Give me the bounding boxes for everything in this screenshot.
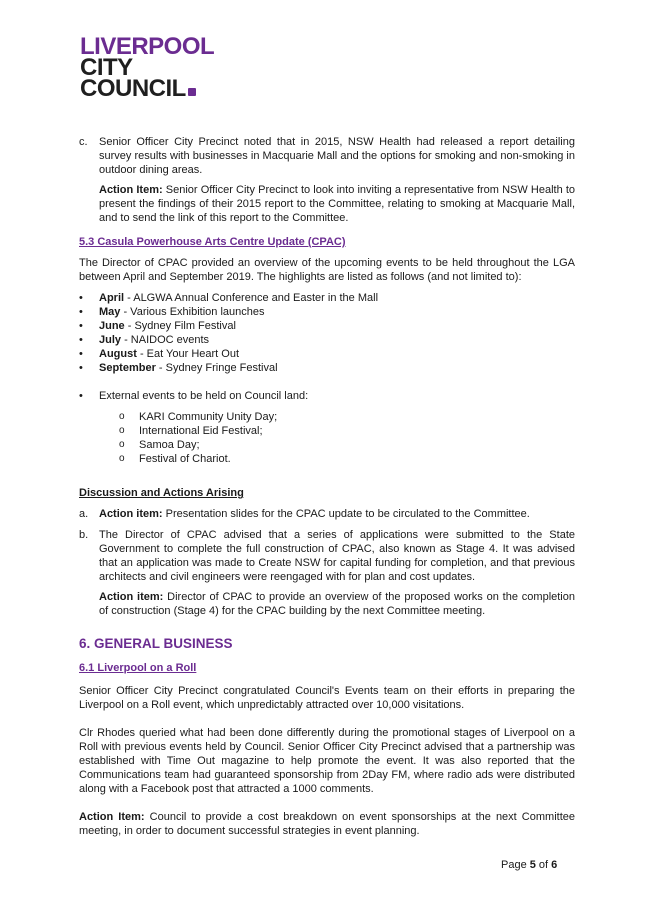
general-action-text: Council to provide a cost breakdown on event sponsorships at the next Committee meeting, in order to document successful strategies in event planning. — [79, 811, 575, 837]
item-b-text: The Director of CPAC advised that a series of applications were submitted to the State Government to complete the full construction of CPAC, also known as Stage 4. It was advised that an application was made to Create NSW for capital funding for completion, and that previous architects and civil engineers were reengaged with for plan and cost updates. — [99, 529, 575, 583]
list-item — [79, 347, 575, 361]
general-action-label: Action Item: — [79, 811, 145, 823]
page-number — [501, 859, 557, 871]
external-events-block — [79, 389, 575, 403]
list-item: o Samoa Day; — [119, 438, 575, 452]
list-item — [79, 333, 575, 347]
logo-line-3-text: COUNCIL — [80, 75, 186, 102]
list-item — [79, 291, 575, 305]
list-item: o KARI Community Unity Day; — [119, 410, 575, 424]
events-list — [79, 291, 575, 375]
logo-dot-icon — [188, 88, 196, 96]
item-a-marker: a. — [79, 508, 89, 520]
item-b — [79, 528, 575, 618]
item-b-marker: b. — [79, 529, 89, 541]
heading-5-3: 5.3 Casula Powerhouse Arts Centre Update (CPAC) — [79, 236, 346, 248]
logo-line-2: CITY — [80, 54, 133, 81]
event-month: April — [99, 292, 125, 304]
page-prefix: Page — [501, 859, 530, 871]
item-b-action-label: Action item: — [99, 591, 164, 603]
item-c-action — [99, 183, 575, 225]
item-a-body: Presentation slides for the CPAC update to be circulated to the Committee. — [162, 508, 530, 520]
list-item — [79, 319, 575, 333]
general-action — [79, 810, 575, 838]
item-b-action — [99, 590, 575, 618]
event-month: September — [99, 362, 156, 374]
event-desc: - Eat Your Heart Out — [136, 348, 240, 360]
external-events-list — [79, 410, 575, 466]
council-logo — [80, 33, 215, 102]
event-month: June — [99, 320, 125, 332]
page-current: 5 — [529, 859, 536, 871]
item-c-action-label: Action Item: — [99, 184, 163, 196]
item-c-marker: c. — [79, 136, 88, 148]
logo-line-3 — [80, 75, 214, 102]
item-a — [79, 507, 575, 521]
page-of: of — [535, 859, 552, 871]
event-month: July — [99, 334, 122, 346]
event-month: August — [99, 348, 137, 360]
event-desc: - Various Exhibition launches — [120, 306, 265, 318]
external-events-label: • External events to be held on Council land: — [79, 389, 575, 403]
discussion-heading: Discussion and Actions Arising — [79, 487, 244, 499]
event-desc: - Sydney Fringe Festival — [155, 362, 278, 374]
page-total: 6 — [551, 859, 558, 871]
event-month: May — [99, 306, 121, 318]
list-item — [79, 305, 575, 319]
logo-line-1: LIVERPOOL — [80, 33, 215, 60]
list-item — [79, 361, 575, 375]
event-desc: - NAIDOC events — [121, 334, 210, 346]
item-c — [79, 135, 575, 225]
item-b-action-text: Director of CPAC to provide an overview of the proposed works on the completion of construction (Stage 4) for the CPAC building by the next Committee meeting. — [99, 591, 575, 617]
item-c-text: Senior Officer City Precinct noted that in 2015, NSW Health had released a report detailing survey results with businesses in Macquarie Mall and the options for smoking and non-smoking in outdoor dining areas. — [99, 136, 575, 176]
general-para-2: Clr Rhodes queried what had been done differently during the promotional stages of Liverpool on a Roll with previous events held by Council. Senior Officer City Precinct advised that a partnership was established with Time Out magazine to help promote the event. It was also reported that the Communications team had guaranteed sponsorship from 2Day FM, where radio ads were distributed along with a Facebook post that attracted a 1000 comments. — [79, 727, 575, 795]
heading-6-1: 6.1 Liverpool on a Roll — [79, 662, 197, 674]
event-desc: - ALGWA Annual Conference and Easter in the Mall — [124, 292, 379, 304]
general-para-1: Senior Officer City Precinct congratulated Council's Events team on their efforts in preparing the Liverpool on a Roll event, which unpredictably attracted over 10,000 visitations. — [79, 685, 575, 711]
item-a-label: Action item: — [99, 508, 163, 520]
item-c-action-text: Senior Officer City Precinct to look into inviting a representative from NSW Health to present the findings of their 2015 report to the Committee, relating to smoking at Macquarie Mall, and to send the link of this report to the Committee. — [99, 184, 575, 224]
list-item: o International Eid Festival; — [119, 424, 575, 438]
event-desc: - Sydney Film Festival — [124, 320, 236, 332]
cpac-intro: The Director of CPAC provided an overview of the upcoming events to be held throughout the LGA between April and September 2019. The highlights are listed as follows (and not limited to): — [79, 257, 575, 283]
section-6-heading: 6. GENERAL BUSINESS — [79, 636, 233, 651]
item-a-text — [99, 507, 575, 521]
document-body — [79, 135, 575, 838]
list-item: o Festival of Chariot. — [119, 452, 575, 466]
